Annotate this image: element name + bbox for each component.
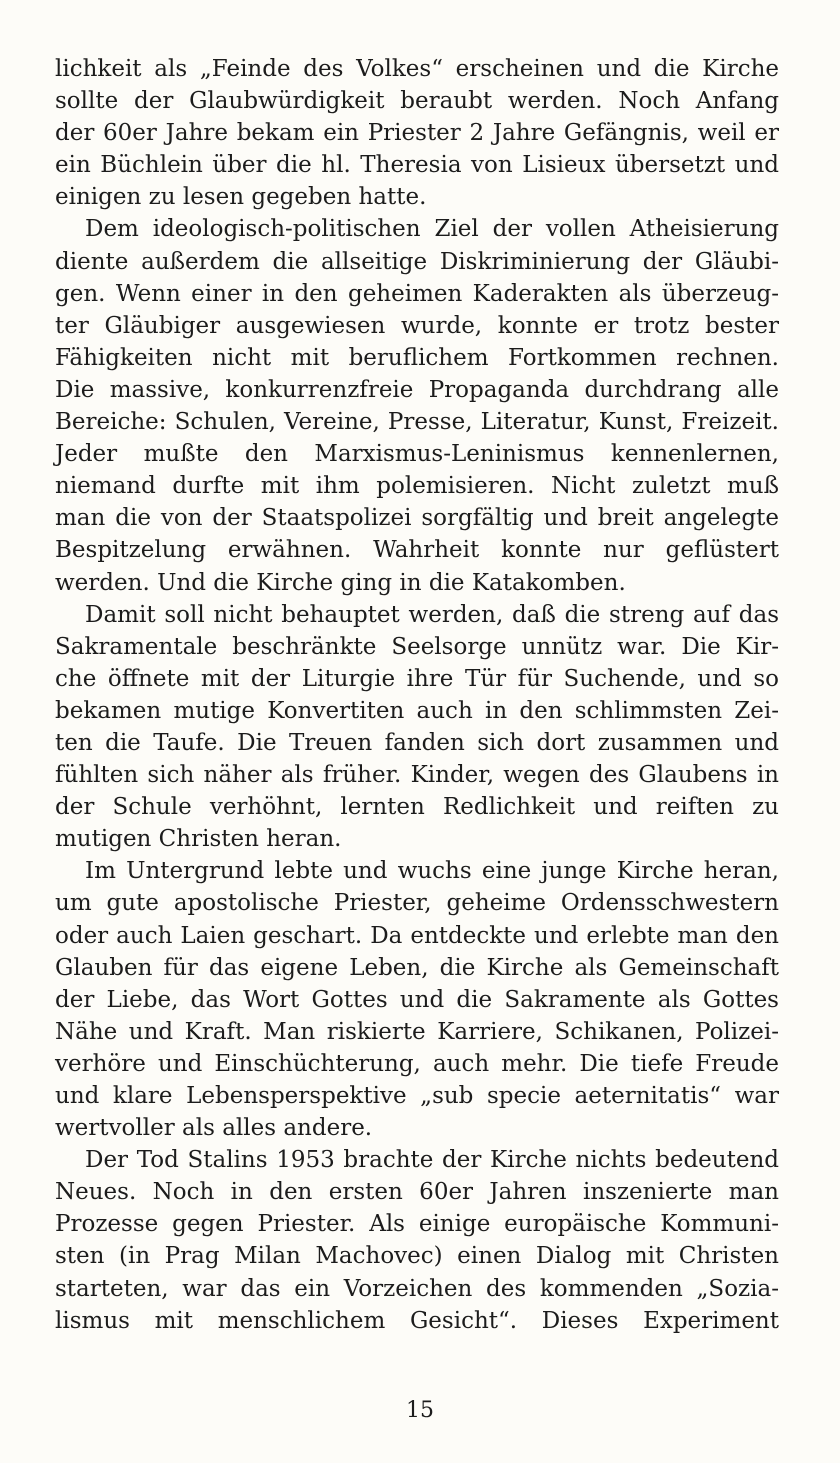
text-line: bekamen mutige Konvertiten auch in den schlimmsten Zei-: [55, 697, 779, 724]
text-line: Sakramentale beschränkte Seelsorge unnütz war. Die Kir-: [55, 633, 779, 660]
text-line: sollte der Glaubwürdigkeit beraubt werden. Noch Anfang: [55, 88, 779, 115]
text-line: Jeder mußte den Marxismus-Leninismus kennenlernen,: [55, 441, 779, 468]
text-line: werden. Und die Kirche ging in die Katakomben.: [55, 569, 626, 596]
text-line: gen. Wenn einer in den geheimen Kaderakten als überzeug-: [55, 280, 779, 307]
paragraph: [55, 1144, 779, 1337]
text-line: Bespitzelung erwähnen. Wahrheit konnte nur geflüstert: [55, 537, 779, 564]
text-line: Dem ideologisch-politischen Ziel der vollen Atheisierung: [85, 216, 779, 243]
text-line: sten (in Prag Milan Machovec) einen Dialog mit Christen: [55, 1243, 779, 1270]
text-line: verhöre und Einschüchterung, auch mehr. Die tiefe Freude: [55, 1050, 779, 1077]
paragraph: [55, 213, 779, 598]
text-line: der 60er Jahre bekam ein Priester 2 Jahre Gefängnis, weil er: [55, 120, 779, 147]
text-line: che öffnete mit der Liturgie ihre Tür für Suchende, und so: [55, 665, 779, 692]
text-line: Bereiche: Schulen, Vereine, Presse, Literatur, Kunst, Freizeit.: [55, 409, 779, 436]
page-number: 15: [406, 1398, 434, 1423]
text-line: lichkeit als „Feinde des Volkes“ erscheinen und die Kirche: [55, 56, 779, 82]
text-line: fühlten sich näher als früher. Kinder, wegen des Glaubens in: [55, 762, 779, 789]
text-line: mutigen Christen heran.: [55, 826, 342, 853]
text-line: wertvoller als alles andere.: [55, 1115, 373, 1142]
text-line: einigen zu lesen gegeben hatte.: [55, 184, 427, 211]
text-line: man die von der Staatspolizei sorgfältig und breit angelegte: [55, 505, 779, 532]
text-line: ter Gläubiger ausgewiesen wurde, konnte er trotz bester: [55, 312, 779, 339]
text-line: niemand durfte mit ihm polemisieren. Nicht zuletzt muß: [55, 473, 779, 500]
text-line: oder auch Laien geschart. Da entdeckte und erlebte man den: [55, 922, 779, 949]
text-line: Prozesse gegen Priester. Als einige europäische Kommuni-: [55, 1211, 779, 1238]
text-line: starteten, war das ein Vorzeichen des kommenden „Sozia-: [55, 1275, 779, 1302]
text-line: um gute apostolische Priester, geheime Ordensschwestern: [55, 890, 779, 917]
text-line: Die massive, konkurrenzfreie Propaganda durchdrang alle: [55, 376, 779, 403]
text-line: Glauben für das eigene Leben, die Kirche als Gemeinschaft: [55, 954, 779, 981]
paragraph: [55, 855, 779, 1144]
paragraph: [55, 599, 779, 856]
text-line: diente außerdem die allseitige Diskriminierung der Gläubi-: [55, 248, 779, 275]
paragraph: [55, 53, 779, 213]
text-line: lismus mit menschlichem Gesicht“. Dieses Experiment: [55, 1307, 779, 1334]
text-line: Fähigkeiten nicht mit beruflichem Fortkommen rechnen.: [55, 344, 779, 371]
text-line: Nähe und Kraft. Man riskierte Karriere, Schikanen, Polizei-: [55, 1018, 779, 1045]
body-text: [55, 53, 779, 1337]
text-line: Neues. Noch in den ersten 60er Jahren inszenierte man: [55, 1179, 779, 1206]
text-line: der Schule verhöhnt, lernten Redlichkeit und reiften zu: [55, 794, 779, 821]
text-line: ein Büchlein über die hl. Theresia von Lisieux übersetzt und: [55, 152, 779, 179]
text-line: ten die Taufe. Die Treuen fanden sich dort zusammen und: [55, 729, 779, 756]
text-line: und klare Lebensperspektive „sub specie aeternitatis“ war: [55, 1083, 779, 1109]
text-line: der Liebe, das Wort Gottes und die Sakramente als Gottes: [55, 986, 779, 1013]
text-line: Damit soll nicht behauptet werden, daß die streng auf das: [85, 601, 779, 628]
text-line: Der Tod Stalins 1953 brachte der Kirche nichts bedeutend: [85, 1147, 779, 1174]
text-line: Im Untergrund lebte und wuchs eine junge Kirche heran,: [85, 858, 779, 885]
